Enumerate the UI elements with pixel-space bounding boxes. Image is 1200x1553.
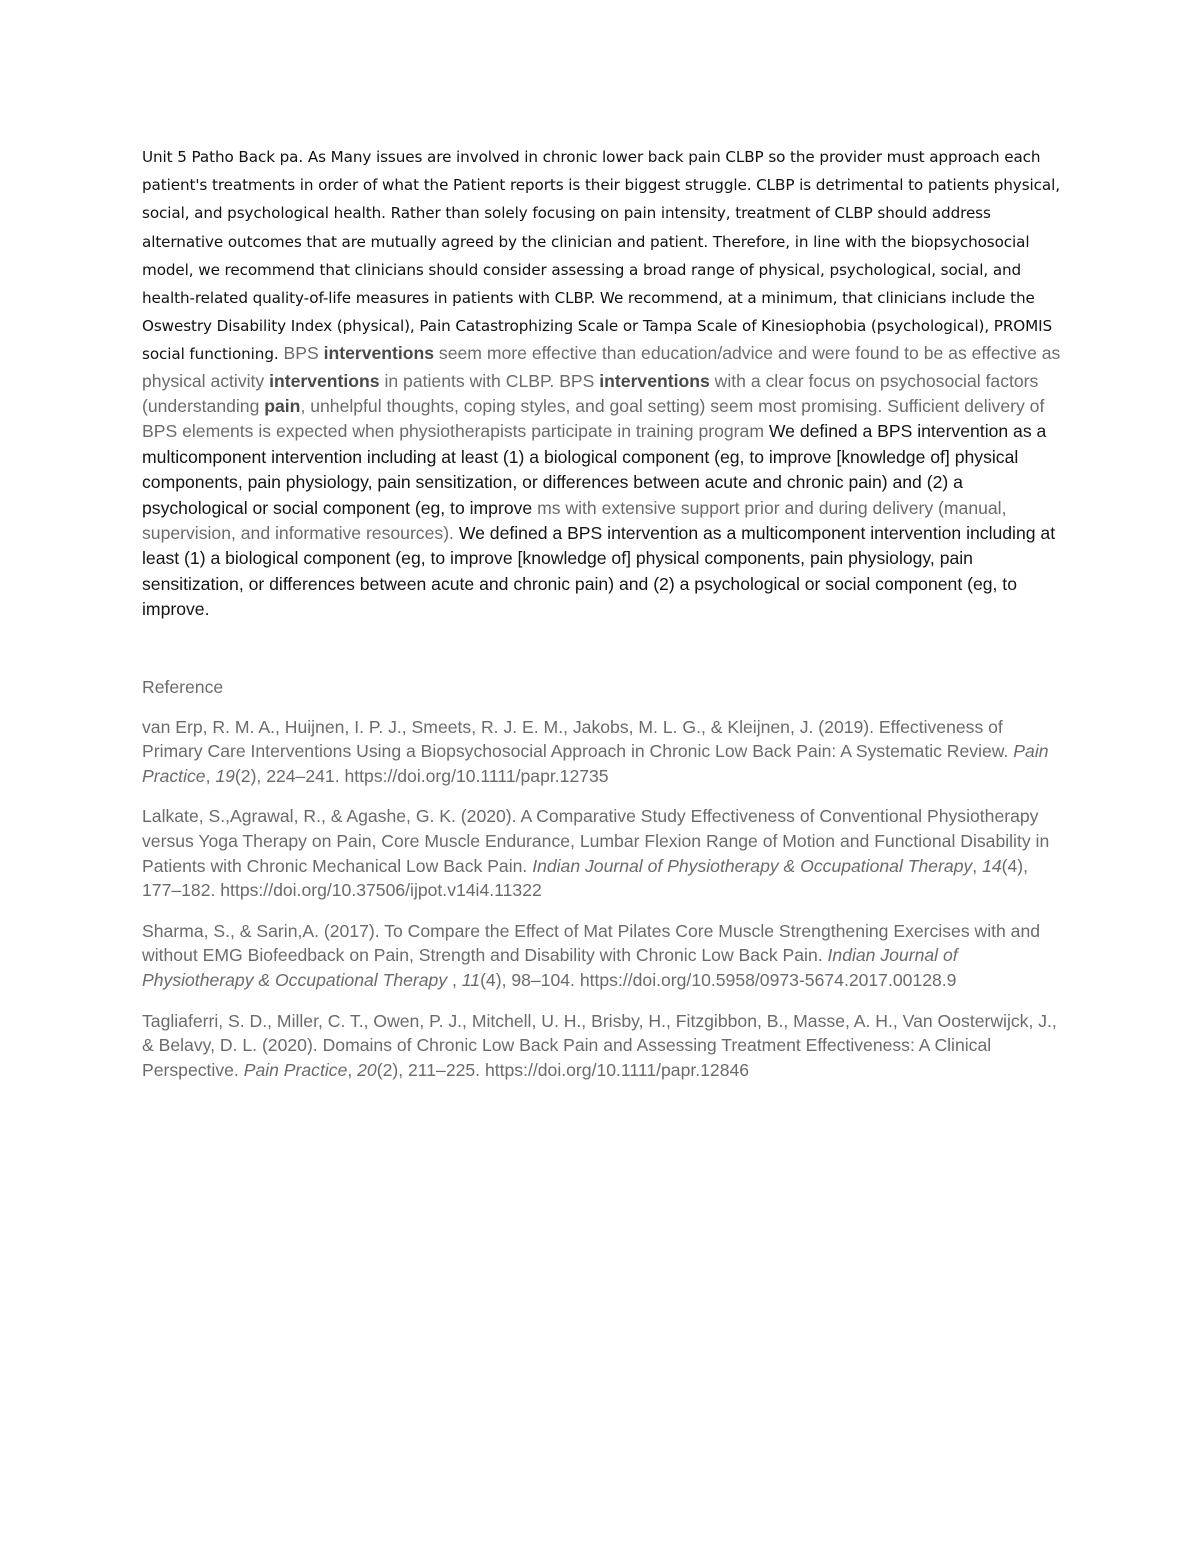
bps-text-5: , unhelpful thoughts, coping styles, and goal setting) seem most promising. Sufficient delivery of BPS elements is expected when physiotherapists participate in training program	[142, 396, 1045, 442]
reference-volume: 11	[461, 970, 481, 991]
bps-text-6: ms with extensive support prior and during delivery (manual, supervision, and informative resources).	[142, 497, 1007, 544]
reference-text: Lalkate, S.,Agrawal, R., & Agashe, G. K. (2020). A Comparative Study Effectiveness of Conventional Physiotherapy versus Yoga Therapy on Pain, Core Muscle Endurance, Lumbar Flexion Range of Motion and Functional Disability in Patients with Chronic Mechanical Low Back Pain.	[142, 806, 1050, 876]
reference-item	[142, 919, 1062, 993]
reference-volume: 14	[982, 855, 1002, 876]
reference-volume: 19	[215, 765, 235, 786]
bps-text-3: in patients with CLBP. BPS	[379, 370, 600, 391]
keyword-pain: pain	[264, 396, 301, 417]
reference-volume: 20	[357, 1059, 377, 1080]
reference-separator: ,	[205, 765, 216, 786]
main-paragraph	[142, 143, 1062, 623]
reference-doi: (4), 98–104. https://doi.org/10.5958/0973-5674.2017.00128.9	[480, 970, 957, 991]
reference-heading: Reference	[142, 676, 224, 697]
reference-item	[142, 1009, 1062, 1083]
reference-separator: ,	[347, 1059, 358, 1080]
reference-doi: (2), 224–241. https://doi.org/10.1111/papr.12735	[234, 765, 609, 786]
reference-separator: ,	[972, 855, 983, 876]
reference-text: Tagliaferri, S. D., Miller, C. T., Owen, P. J., Mitchell, U. H., Brisby, H., Fitzgibbon, B., Masse, A. H., Van Oosterwijck, J., & Belavy, D. L. (2020). Domains of Chronic Low Back Pain and Assessing Treatment Effectiveness: A Clinical Perspective.	[142, 1010, 1057, 1080]
document-page	[142, 143, 1062, 1082]
reference-doi: (4), 177–182. https://doi.org/10.37506/ijpot.v14i4.11322	[142, 855, 1029, 901]
reference-journal: Pain Practice	[142, 741, 1049, 786]
reference-text: van Erp, R. M. A., Huijnen, I. P. J., Smeets, R. J. E. M., Jakobs, M. L. G., & Kleijnen, J. (2019). Effectiveness of Primary Care Interventions Using a Biopsychosocial Approach in Chronic Low Back Pain: A Systematic Review.	[142, 716, 1014, 762]
reference-separator: ,	[447, 970, 462, 991]
bps-text-4: with a clear focus on psychosocial factors (understanding	[142, 370, 1039, 417]
reference-text: Sharma, S., & Sarin,A. (2017). To Compare the Effect of Mat Pilates Core Muscle Strengthening Exercises with and without EMG Biofeedback on Pain, Strength and Disability with Chronic Low Back Pain.	[142, 920, 1041, 966]
intro-text: Unit 5 Patho Back pa. As Many issues are involved in chronic lower back pain CLBP so the provider must approach each patient's treatments in order of what the Patient reports is their biggest struggle. CLBP is detrimental to patients physical, social, and psychological health. Rather than solely focusing on pain intensity, treatment of CLBP should address alternative outcomes that are mutually agreed by the clinician and patient. Therefore, in line with the biopsychosocial model, we recommend that clinicians should consider assessing a broad range of physical, psychological, social, and health-related quality-of-life measures in patients with CLBP. We recommend, at a minimum, that clinicians include the Oswestry Disability Index (physical), Pain Catastrophizing Scale or Tampa Scale of Kinesiophobia (psychological), PROMIS social functioning.	[142, 148, 1060, 364]
keyword-interventions-3: interventions	[599, 370, 710, 391]
definition-text-2: We defined a BPS intervention as a multicomponent intervention including at least (1) a biological component (eg, to improve [knowledge of] physical components, pain physiology, pain sensitization, or differences between acute and chronic pain) and (2) a psychological or social component (eg, to improve.	[142, 523, 1056, 620]
reference-item	[142, 715, 1062, 789]
bps-text-1: BPS	[278, 343, 324, 364]
bps-text-2: seem more effective than education/advice and were found to be as effective as physical activity	[142, 343, 1061, 391]
reference-item	[142, 804, 1062, 902]
reference-journal: Indian Journal of Physiotherapy & Occupational Therapy	[142, 945, 958, 991]
definition-text-1: We defined a BPS intervention as a multicomponent intervention including at least (1) a biological component (eg, to improve [knowledge of] physical components, pain physiology, pain sensitization, or differences between acute and chronic pain) and (2) a psychological or social component (eg, to improve	[142, 421, 1047, 518]
keyword-interventions-1: interventions	[323, 343, 435, 364]
reference-doi: (2), 211–225. https://doi.org/10.1111/papr.12846	[376, 1059, 750, 1080]
reference-journal: Indian Journal of Physiotherapy & Occupational Therapy	[532, 855, 973, 876]
keyword-interventions-2: interventions	[269, 370, 380, 391]
reference-journal: Pain Practice	[243, 1059, 348, 1080]
